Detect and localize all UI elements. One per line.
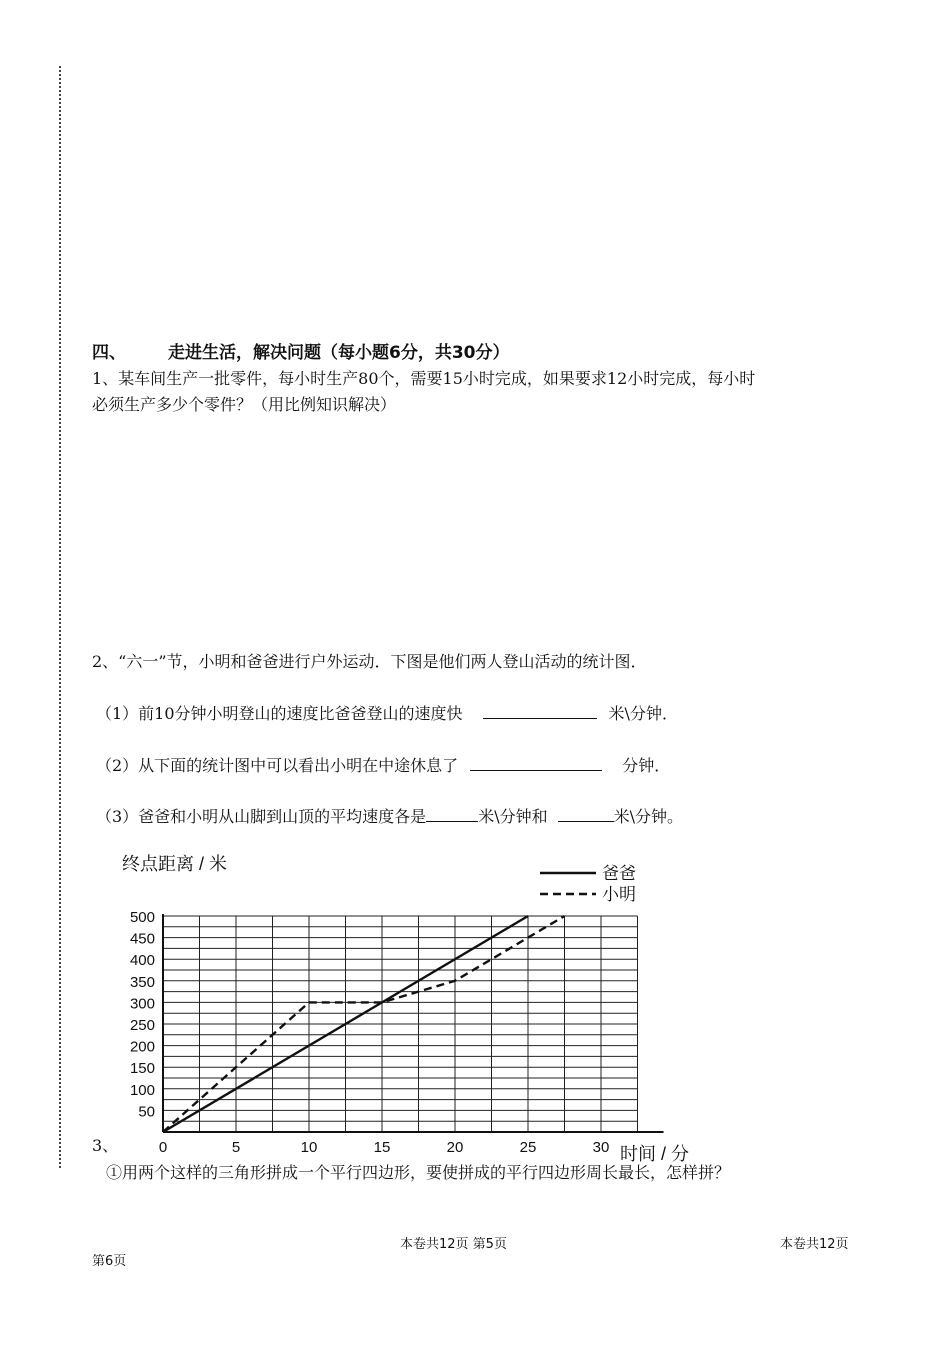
- answer-blank-1[interactable]: [483, 702, 597, 719]
- x-tick-label: 0: [158, 1139, 168, 1156]
- footer-left: 第6页: [92, 1254, 127, 1269]
- y-tick-label: 250: [129, 1017, 155, 1034]
- q2-sub3: [96, 805, 683, 827]
- x-tick-label: 5: [231, 1139, 241, 1156]
- y-tick-label: 300: [129, 995, 155, 1013]
- footer-center: 本卷共12页 第5页: [400, 1237, 507, 1252]
- q2-sub3-mid: 米\分钟和: [478, 807, 548, 826]
- section-number: 四、: [92, 343, 126, 363]
- q2-sub2-text: （2）从下面的统计图中可以看出小明在中途休息了: [96, 756, 459, 775]
- q2-sub2-unit: 分钟．: [622, 756, 671, 775]
- answer-blank-3[interactable]: [426, 805, 478, 822]
- footer-right: 本卷共12页: [780, 1237, 849, 1252]
- y-tick-label: 500: [129, 909, 155, 926]
- y-tick-label: 350: [129, 973, 155, 991]
- x-tick-label: 25: [519, 1139, 537, 1156]
- legend-label-1: 小明: [602, 885, 636, 904]
- answer-blank-2[interactable]: [470, 754, 602, 771]
- y-tick-label: 450: [129, 930, 155, 948]
- q2-sub1-unit: 米\分钟．: [608, 704, 678, 723]
- y-tick-label: 200: [129, 1038, 155, 1056]
- section-heading: [92, 343, 510, 363]
- q2-sub1-text: （1）前10分钟小明登山的速度比爸爸登山的速度快: [96, 704, 463, 723]
- legend-label-0: 爸爸: [602, 864, 636, 883]
- binding-line: [59, 66, 61, 1168]
- series-line-0: [163, 916, 528, 1132]
- y-axis-title: 终点距离 / 米: [122, 854, 228, 874]
- series-line-1: [163, 916, 565, 1132]
- q2-sub2: [96, 754, 670, 776]
- x-tick-label: 20: [446, 1139, 464, 1156]
- y-tick-label: 100: [129, 1081, 155, 1099]
- q1-line1: 1、某车间生产一批零件，每小时生产80个，需要15小时完成，如果要求12小时完成，每小时: [92, 369, 756, 388]
- q3-number: 3、: [92, 1136, 119, 1155]
- y-tick-label: 400: [129, 952, 155, 970]
- q2-sub3-unit: 米\分钟。: [613, 807, 683, 826]
- x-tick-label: 30: [592, 1139, 610, 1156]
- q1-line2: 必须生产多少个零件？（用比例知识解决）: [92, 395, 397, 414]
- x-tick-label: 15: [373, 1139, 391, 1156]
- section-title: 走进生活，解决问题（每小题6分，共30分）: [168, 343, 510, 363]
- x-axis-title: 时间 / 分: [620, 1144, 690, 1164]
- answer-blank-4[interactable]: [558, 805, 614, 822]
- q2-intro: 2、“六一”节，小明和爸爸进行户外运动．下图是他们两人登山活动的统计图．: [92, 652, 647, 671]
- y-tick-label: 150: [129, 1060, 155, 1078]
- q3-sub1: ①用两个这样的三角形拼成一个平行四边形，要使拼成的平行四边形周长最长，怎样拼？: [106, 1163, 731, 1182]
- y-tick-label: 50: [138, 1103, 155, 1121]
- x-tick-label: 10: [300, 1139, 318, 1156]
- q2-sub3-text: （3）爸爸和小明从山脚到山顶的平均速度各是: [96, 807, 427, 826]
- q2-sub1: [96, 702, 678, 724]
